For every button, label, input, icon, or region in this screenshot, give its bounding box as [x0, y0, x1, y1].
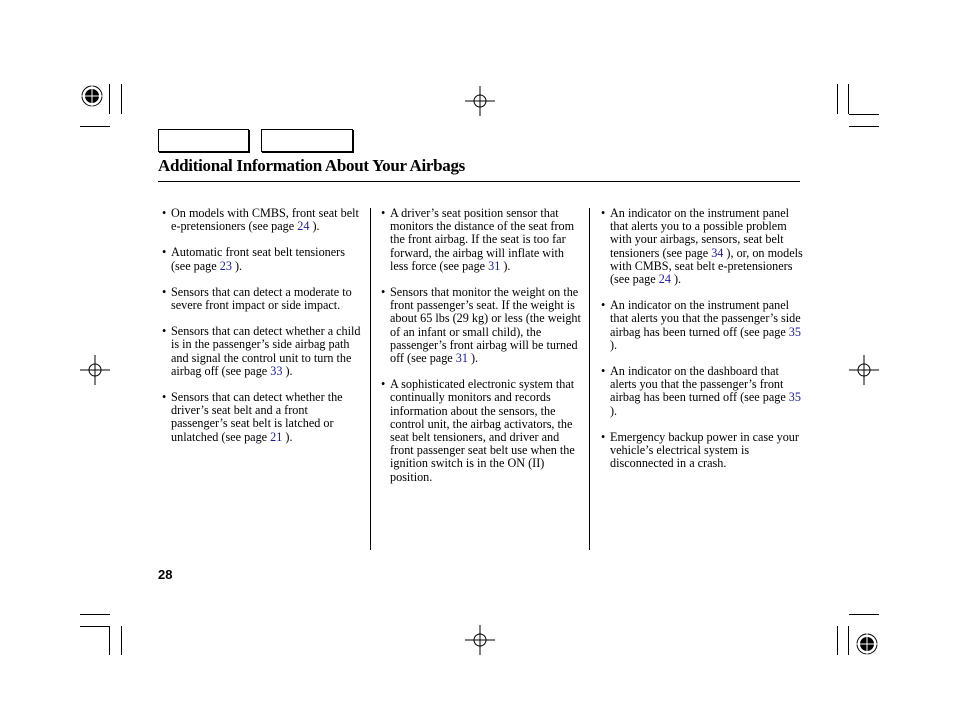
list-item: • A sophisticated electronic system that continually monitors and records information about the sensors, the control unit, the airbag activators, the seat belt tensioners, and driver and front passenger seat belt use when the ignition switch is in the ON (II) position. — [381, 377, 575, 484]
column-divider — [589, 208, 590, 550]
nav-tab-box-1[interactable] — [158, 129, 249, 152]
column-1 — [162, 207, 364, 457]
column-2 — [381, 207, 583, 497]
title-rule — [158, 181, 800, 182]
page-number: 28 — [158, 567, 173, 582]
list-item: • An indicator on the instrument panel that alerts you to a possible problem with your airbags, sensors, seat belt tensioners (see page 34 ), or, on models with CMBS, seat belt e-pretensioners (see page 24 ). — [601, 206, 803, 287]
page-link[interactable]: 31 — [455, 351, 468, 366]
list-item: • Emergency backup power in case your vehicle’s electrical system is disconnected in a crash. — [601, 429, 799, 471]
page-link[interactable]: 31 — [488, 258, 501, 273]
list-item: • Sensors that monitor the weight on the front passenger’s seat. If the weight is about 65 lbs (29 kg) or less (the weight of an infant or small child), the passenger’s front airbag will be turned off (see page 31 ). — [381, 285, 581, 366]
page-link[interactable]: 21 — [270, 429, 283, 444]
crosshair-icon — [80, 355, 110, 385]
crosshair-icon — [465, 625, 495, 655]
page-link[interactable]: 33 — [270, 363, 283, 378]
page-link[interactable]: 34 — [711, 245, 724, 260]
registration-target-icon — [855, 632, 879, 656]
page-link[interactable]: 24 — [297, 219, 310, 234]
page-link[interactable]: 23 — [219, 258, 232, 273]
column-divider — [370, 208, 371, 550]
page-link[interactable]: 24 — [658, 272, 671, 287]
crosshair-icon — [849, 355, 879, 385]
list-item: • Sensors that can detect whether the driver’s seat belt and a front passenger’s seat belt is latched or unlatched (see page 21 ). — [162, 390, 343, 444]
crosshair-icon — [465, 86, 495, 116]
list-item: • An indicator on the dashboard that alerts you that the passenger’s front airbag has been turned off (see page 35 ). — [601, 364, 801, 418]
nav-tab-box-2[interactable] — [261, 129, 353, 152]
list-item: • Automatic front seat belt tensioners (see page 23 ). — [162, 245, 345, 273]
list-item: • A driver’s seat position sensor that monitors the distance of the seat from the front airbag. If the seat is too far forward, the airbag will inflate with less force (see page 31 ). — [381, 206, 575, 273]
page-title: Additional Information About Your Airbags — [158, 156, 465, 175]
list-item: • An indicator on the instrument panel that alerts you that the passenger’s side airbag has been turned off (see page 35 ). — [601, 298, 801, 352]
column-3 — [601, 207, 803, 483]
list-item: • Sensors that can detect whether a child is in the passenger’s side airbag path and signal the control unit to turn the airbag off (see page 33 ). — [162, 324, 361, 378]
registration-target-icon — [80, 84, 104, 108]
list-item: • Sensors that can detect a moderate to severe front impact or side impact. — [162, 284, 352, 313]
page-link[interactable]: 35 — [788, 324, 801, 339]
page-link[interactable]: 35 — [788, 390, 801, 405]
list-item: • On models with CMBS, front seat belt e-pretensioners (see page 24 ). — [162, 206, 359, 234]
